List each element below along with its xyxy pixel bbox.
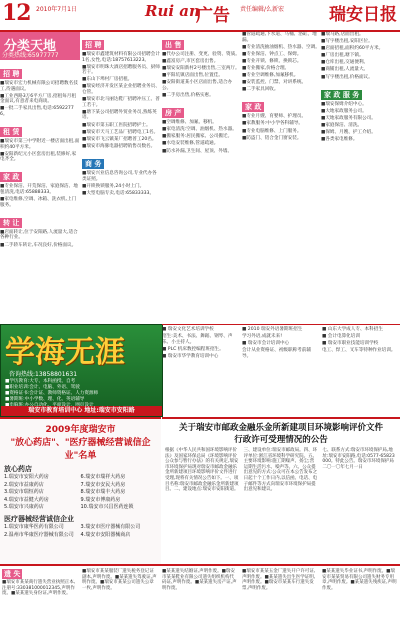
category-label: 家 政 xyxy=(0,172,22,182)
list-item: 2.温州市华康医疗器械有限公司 xyxy=(4,531,74,538)
editor-credit: 责任编辑/么新宏 xyxy=(240,6,285,13)
list-item: 9.瑞安市博康药房 xyxy=(80,496,121,503)
ad-item: ■瑞安市鑫建筑材料有限公司招聘会计1名,女性,电话:18757613223。 xyxy=(82,52,160,63)
list-item: 3.瑞安市瑞恒药店 xyxy=(4,489,44,496)
ad-item: ■ 山东大学成人专、本科招生 xyxy=(322,327,383,332)
ad-item: ■瑞安市天马工艺品厂招聘电工1名。 xyxy=(82,129,159,135)
masthead-logo: 瑞安日报 xyxy=(329,5,397,25)
list-item: 7.瑞安市安民大药房 xyxy=(80,481,126,488)
notice-paragraph: 三、建设单位:瑞安市邮政局。四、环评单位:浙江省环境科学研究院。五、主要环境影响:施工期噪声、扬尘;营运期生活污水、噪声等。六、公众提出意见的方式:公众可在本公告发布之日起十个工作日内,以信函、电话、电子邮件等方式向瑞安市环境保护局提出意见和建议。 xyxy=(243,448,318,493)
ad-item: 招生:美术、书法、舞蹈、钢琴、声乐、小主持人。 xyxy=(162,334,233,345)
ad-item: ■管道疏通,下水道、马桶、浴缸、地漏。 xyxy=(242,32,317,43)
classified-title: 分类天地 xyxy=(4,39,57,54)
ad-item: ■店面转让,位于安阳路,人流量大,适合各种行业。 xyxy=(0,229,78,241)
ad-item: ■二手房出售,价格实惠。 xyxy=(162,93,214,99)
ad-item: ■仓库出租,交通便利。 xyxy=(321,60,369,66)
ad-item: ■瑞安安阳新村2号楼出售,三室两厅。 xyxy=(162,66,240,72)
ad-item: 电工、焊工、叉车等特种作业培训。 xyxy=(322,348,396,354)
banner-headline: 学海无涯 xyxy=(5,335,125,370)
list-item: 1.瑞安市安阳大药房 xyxy=(4,474,49,480)
category-label: 出 售 xyxy=(162,40,184,50)
ad-item: ■家教服务:中小学各科辅导。 xyxy=(242,121,304,127)
notice-paragraph: 根据《中华人民共和国环境影响评价法》及国家环保总局《环境影响评价公众参与暂行办法》的有关规定,瑞安市环境保护局现对瑞安市邮政金融乐金所新建项目环境影响评价文件进行受理,现将有关情况公告如下。一、项目名称:瑞安市邮政金融乐金所新建项目。二、建设地点:瑞安市安阳街道。 xyxy=(165,448,239,493)
ad-item: ■代办公司注册、变更、验资、资质。 xyxy=(162,52,240,57)
issue-date: 2010年7月1日 xyxy=(36,6,77,13)
banner-course: ■资格证书:会计证、教师资格证、人力资源师 xyxy=(5,391,99,396)
category-label: 家 政 服 务 xyxy=(321,90,362,100)
category-label: 家 政 xyxy=(242,102,264,112)
ad-item: ■各类家电维修。 xyxy=(321,137,358,143)
ad-item: ■瑞安兴业信息咨询公司,专业代办各类证照。 xyxy=(82,170,157,182)
banner-course: ■职业培训:会计、电脑、外语、驾驶 xyxy=(5,385,80,390)
pharmacy-honor-list xyxy=(0,417,161,565)
ad-item: ■大型电脑专卖,电话:65833333。 xyxy=(82,190,155,196)
column-4 xyxy=(242,32,320,143)
ad-item: ■瑞安市明珠大酒店招聘服务员、厨师若干。 xyxy=(82,64,160,76)
ad-item: ■鑫富房产,市区套房出售。 xyxy=(162,59,219,65)
ad-item: ■瑞安市第三中学附近一楼店面出租,面积约40平方米。 xyxy=(0,139,80,150)
ad-item: ■专业月嫂、育婴师、护理员。 xyxy=(242,114,307,120)
ad-item: ■写字楼出租,安阳区位。 xyxy=(321,39,373,45)
ad-item: ■ PLC 机床数控编程班招生。 xyxy=(162,346,224,352)
ad-item: ■专业保洁、开荒保洁、家庭保洁、地毯清洗,电话:65888333。 xyxy=(0,184,78,196)
ad-item: ■空调维修、加氟、移机。 xyxy=(162,120,217,126)
classified-title-block xyxy=(0,32,80,60)
category-label: 房 产 xyxy=(162,108,184,118)
ad-item: ■塘下某公司招聘外贸业务员,熟练英语。 xyxy=(82,109,157,121)
ad-item: ■ 瑞安文化艺术培训学校 xyxy=(162,327,214,332)
page-number: 12 xyxy=(2,0,31,26)
ad-item: ■天地家政服务有限公司。 xyxy=(321,115,376,121)
ad-item: ■写字楼出租,价格面议。 xyxy=(321,74,373,80)
ad-item: 会计从业资格证、初级职称考前辅导。 xyxy=(242,348,311,359)
ad-item: ■大地家政服务公司。 xyxy=(321,108,367,114)
category-label: 招 聘 xyxy=(0,69,22,79)
ad-item: ■水电安装维修,管道疏通。 xyxy=(162,141,219,147)
notice-column: ■瑞安市某某商行遗失营业执照正本,注册号:330381000012345,声明作废。■某某遗失身份证,声明作废。 xyxy=(2,580,76,597)
device-rows xyxy=(0,524,161,539)
ad-item: ■瑞安市宏力机械有限公司招聘数名技工,待遇面议。 xyxy=(0,81,78,92)
list-section-heading: 放心药店 xyxy=(4,465,32,473)
ad-item: ■专业保洁、钟点工、保姆。 xyxy=(242,51,302,57)
category-label: 遗 失 xyxy=(4,570,21,578)
list-item: 2.瑞安市益康药店 xyxy=(4,481,44,488)
education-banner-ad xyxy=(0,324,163,417)
list-item: 4.瑞安市益健大药房 xyxy=(4,496,49,503)
banner-course-list xyxy=(5,379,157,409)
training-ad-col xyxy=(322,327,400,355)
ad-item: ■二手家具回收。 xyxy=(242,87,279,93)
ad-item: ■ 瑞安市华学教育培训中心 xyxy=(162,353,219,359)
ad-item: ■家电维修,空调、冰箱、洗衣机,上门服务。 xyxy=(0,197,77,208)
ad-item: ■保姆、月嫂、护工介绍。 xyxy=(321,130,376,136)
ad-item: ■家庭保洁、清洗。 xyxy=(321,122,363,128)
ad-item: 学习外语,成就未来! xyxy=(242,334,283,340)
ad-item: ■平阳坑镇店面出售,位置佳。 xyxy=(162,73,223,79)
banner-hotline: 咨询热线:13858801631 xyxy=(9,371,78,378)
ad-item: ■瑞安经济开发区某企业招聘业务员、仓管。 xyxy=(82,84,160,96)
notice-column: ■某某遗失毕业证书,声明作废。■瑞安市某某贸易有限公司遗失财务专用章,声明作废。■某某遗失残疾证,声明作废。 xyxy=(322,569,397,591)
list-item: 3.瑞安市医疗器械有限公司 xyxy=(80,523,141,530)
ad-item: ■ 瑞安市会计培训中心 xyxy=(242,341,290,347)
ad-item: ■专业清洗抽油烟机、热水器、空调。 xyxy=(242,44,320,50)
ad-item: ■专业电脑维修、上门服务。 xyxy=(242,128,302,134)
category-label: 招 聘 xyxy=(82,40,104,50)
notice-column: ■某某遗失结婚证,声明作废。■瑞安市某某鞋业有限公司遗失组织机构代码证,声明作废。■某某遗失房产证,声明作废。 xyxy=(162,569,237,591)
ad-item: ■搬家服务:居民搬家、公司搬迁。 xyxy=(162,134,233,140)
notice-title: 关于瑞安市邮政金融乐金所新建项目环境影响评价文件 xyxy=(178,423,383,433)
brand-latin: Rui an xyxy=(145,2,200,20)
list-section-heading: 医疗器械经营诚信企业 xyxy=(4,514,74,523)
ad-item: ■专业搬家,价格合理。 xyxy=(242,65,290,71)
training-ad-col xyxy=(242,327,320,361)
category-label: 租 赁 xyxy=(0,127,22,137)
list-title: 2009年度瑞安市 xyxy=(45,425,116,435)
ad-item: ■瑞安市飞云镇某厂招聘普工20名。 xyxy=(82,136,157,142)
column-3 xyxy=(162,32,241,156)
banner-footer: 瑞安市教育培训中心 地址:瑞安市安阳路 xyxy=(1,406,162,416)
list-item: 5.瑞安市兴康药店 xyxy=(4,504,44,511)
list-item: 1.瑞安市康华医药有限公司 xyxy=(4,523,64,530)
ad-item: ■商铺出租,人流量大。 xyxy=(321,67,369,73)
ad-item: ■专业空调维修,加氟移机。 xyxy=(242,73,299,79)
classified-phone: 分类热线:65977777 xyxy=(2,52,59,59)
column-1 xyxy=(0,61,80,250)
ad-item: ■东山下埠村厂房招租。 xyxy=(82,77,133,83)
ad-item: ■瑞安市第五职工医院招聘护士。 xyxy=(82,122,151,128)
ad-item: ■防水补漏,卫生间、屋顶、外墙。 xyxy=(162,148,233,154)
ad-item: ■安阳街道某小区店面出售,适合办公。 xyxy=(162,80,233,91)
lost-notices-strip xyxy=(0,564,400,643)
ad-item: ■瑞安市北马丽达鞋厂招聘冲压工、普工若干。 xyxy=(82,97,160,108)
section-title: 广告 xyxy=(196,6,230,26)
category-label: 转 让 xyxy=(0,218,22,228)
column-5 xyxy=(321,32,400,144)
banner-course: ■暑期班:中小学数、理、化、英语辅导 xyxy=(5,397,85,402)
ad-item: ■二手轿车转让,车况良好,价格面议。 xyxy=(0,242,77,248)
ad-item: ■防盗门、铝合金门窗安装。 xyxy=(242,135,302,141)
list-item: 8.瑞安市瑞丰大药房 xyxy=(80,489,126,496)
notice-paragraph: 七、联系方式:瑞安市环境保护局,地址:瑞安市安阳路,电话:0577-65823000。特此公告。瑞安市环境保护局 二〇一〇年七月一日 xyxy=(322,448,395,470)
notice-column: ■瑞安市某某服装厂遗失税务登记证副本,声明作废。■某某遗失驾驶证,声明作废。■瑞安市某某公司遗失公章一枚,声明作废。 xyxy=(82,569,157,591)
list-item: 6.瑞安市瑞祥大药房 xyxy=(80,474,126,480)
ad-item: ■瑞安市海豚电器招聘销售员数名。 xyxy=(82,143,156,149)
pharmacy-rows xyxy=(0,474,161,512)
ad-item: ■一批二手家具出售,电话:65922776。 xyxy=(0,106,74,117)
banner-course: ■学历教育:大专、本科函授、自考 xyxy=(5,379,76,384)
training-ads-block xyxy=(162,324,400,417)
ad-item: ■ 会计电算化培训 xyxy=(322,334,360,340)
column-2 xyxy=(82,32,161,198)
ad-item: ■开锁换锁服务,24小时上门。 xyxy=(82,183,145,189)
ad-item: ■ 2010 瑞安外语暑期班招生 xyxy=(242,327,303,332)
ad-item: ■专业开锁、修锁、换锁芯。 xyxy=(242,58,302,64)
category-label: 商 务 xyxy=(82,159,104,169)
list-subtitle: "放心药店"、"医疗器械经营诚信企业"名单 xyxy=(10,438,151,461)
ad-item: ■安阳新纪元小区套房出租,装修好,家电齐全。 xyxy=(0,151,77,163)
page-header xyxy=(0,0,400,32)
ad-item: ■安装监控、门禁、对讲系统。 xyxy=(242,80,307,86)
environmental-notice xyxy=(162,417,400,565)
ad-item: ■家电清洗:空调、油烟机、热水器。 xyxy=(162,127,237,133)
ad-item: ■瑞马路,店面出租。 xyxy=(321,32,364,37)
ad-item: ■店面招租,面积约60平方米。 xyxy=(321,46,384,52)
ad-item: ■ 瑞安市职业技能培训学校 xyxy=(322,341,379,347)
list-item: 4.瑞安市安阳器械商店 xyxy=(80,531,131,538)
training-ad-col xyxy=(162,327,240,361)
notice-body xyxy=(162,448,400,493)
list-item: 10.瑞安市兴昌医药连锁 xyxy=(80,504,134,511)
notice-subtitle: 行政许可受理情况的公告 xyxy=(234,435,328,445)
ad-item: ■工业西路3万6平方厂房,招租每月租金面议,有意者来电商谈。 xyxy=(0,93,76,105)
ad-item: ■厂房出租,塘下镇。 xyxy=(321,53,364,59)
ad-item: ■瑞安保姆介绍中心。 xyxy=(321,101,367,107)
notice-column: ■瑞安市某某五金厂遗失开户许可证,声明作废。■某某遗失出生医学证明,声明作废。■瑞安市某某车行遗失发票,声明作废。 xyxy=(242,569,316,591)
